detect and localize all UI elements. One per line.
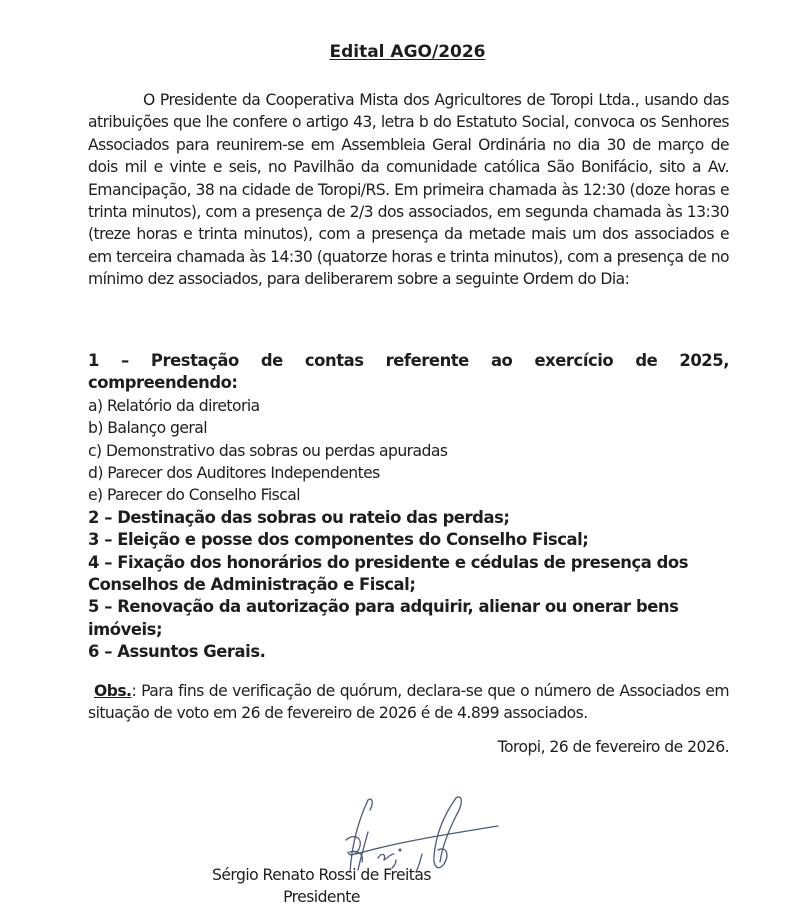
agenda-item-2: 2 – Destinação das sobras ou rateio das perdas; (88, 507, 510, 527)
signer-block (1, 864, 642, 909)
agenda-subitem: d) Parecer dos Auditores Independentes (88, 464, 380, 483)
signer-role: Presidente (283, 888, 360, 907)
obs-label: Obs. (94, 682, 132, 700)
signer-name: Sérgio Renato Rossi de Freitas (212, 866, 431, 884)
agenda-item-5: 5 – Renovação da autorização para adquirir, alienar ou onerar bens imóveis; (88, 597, 679, 639)
agenda-item-3: 3 – Eleição e posse dos componentes do Conselho Fiscal; (88, 530, 589, 550)
agenda-subitem: a) Relatório da diretoria (88, 396, 260, 415)
agenda-list (88, 350, 729, 664)
obs-text: : Para fins de verificação de quórum, declara-se que o número de Associados em situação de voto em 26 de fevereiro de 2026 é de 4.899 associados. (88, 682, 729, 723)
agenda-item-1: 1 – Prestação de contas referente ao exercício de 2025, compreendendo: (88, 351, 729, 393)
document-title: Edital AGO/2026 (329, 42, 486, 62)
agenda-item-4: 4 – Fixação dos honorários do presidente e cédulas de presença dos Conselhos de Administração e Fiscal; (88, 552, 689, 595)
intro-paragraph: O Presidente da Cooperativa Mista dos Agricultores de Toropi Ltda., usando das atribuições que lhe confere o artigo 43, letra b do Estatuto Social, convoca os Senhores Associados para reunirem-se em Assembleia Geral Ordinária no dia 30 de março de dois mil e vinte e seis, no Pavilhão da comunidade católica São Bonifácio, sito a Av. Emancipação, 38 na cidade de Toropi/RS. Em primeira chamada às 12:30 (doze horas e trinta minutos), com a presença de 2/3 dos associados, em segunda chamada às 13:30 (treze horas e trinta minutos), com a presença da metade mais um dos associados e em terceira chamada às 14:30 (quatorze horas e trinta minutos), com a presença de no mínimo dez associados, para deliberarem sobre a seguinte Ordem do Dia: (88, 91, 730, 289)
agenda-subitem: e) Parecer do Conselho Fiscal (88, 486, 301, 505)
place-date: Toropi, 26 de fevereiro de 2026. (497, 738, 729, 756)
observation-paragraph (88, 680, 729, 725)
signature-icon (338, 792, 513, 874)
agenda-subitem: b) Balanço geral (88, 419, 208, 438)
agenda-subitem: c) Demonstrativo das sobras ou perdas apuradas (88, 441, 448, 460)
agenda-item-6: 6 – Assuntos Gerais. (88, 642, 266, 662)
